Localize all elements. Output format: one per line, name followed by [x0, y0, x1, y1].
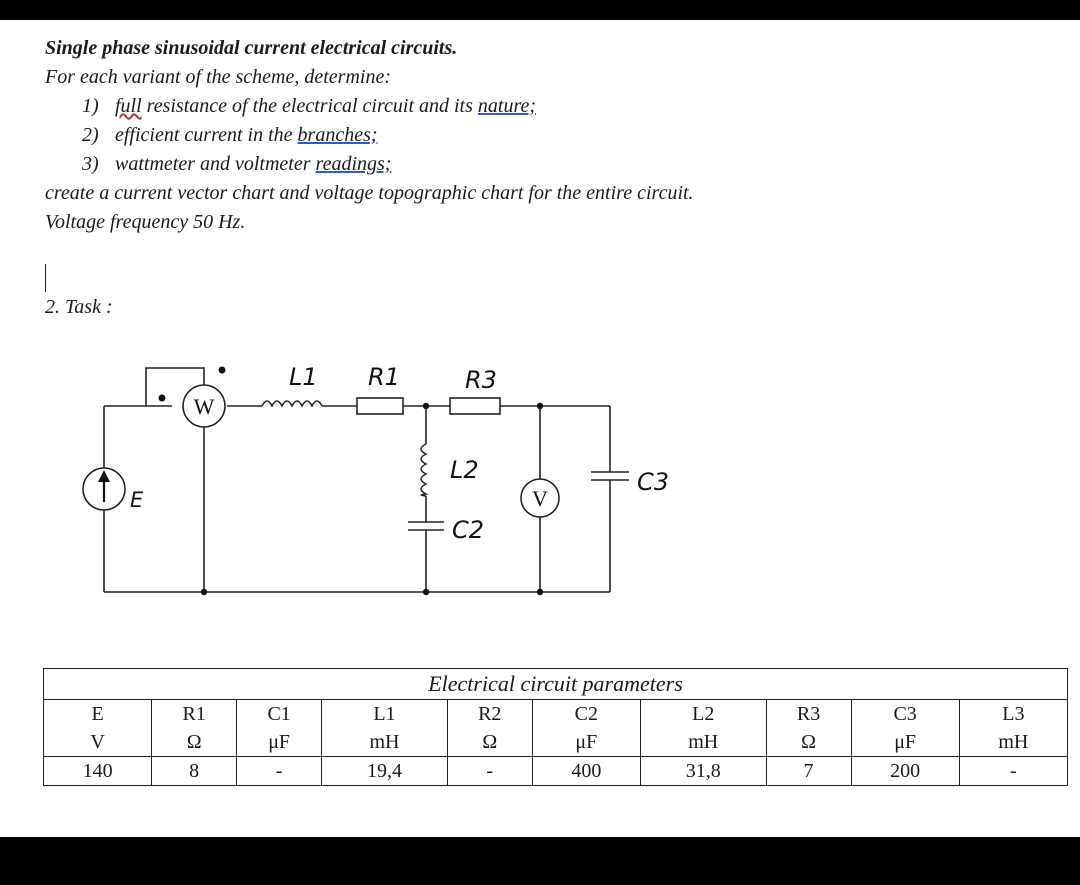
- unit-cell: Ω: [447, 728, 532, 757]
- unit-cell: μF: [851, 728, 959, 757]
- value-cell: 31,8: [640, 757, 766, 786]
- unit-cell: Ω: [152, 728, 237, 757]
- unit-cell: Ω: [766, 728, 851, 757]
- header-cell: C1: [237, 700, 322, 729]
- unit-cell: V: [44, 728, 152, 757]
- capacitor-c2-symbol: [408, 522, 444, 530]
- task-heading: 2. Task :: [45, 296, 113, 318]
- label-l1: L1: [289, 363, 318, 391]
- label-l2: L2: [450, 456, 479, 484]
- lead-line: For each variant of the scheme, determine:: [45, 66, 392, 88]
- header-cell: R1: [152, 700, 237, 729]
- value-cell: 8: [152, 757, 237, 786]
- value-cell: 140: [44, 757, 152, 786]
- unit-cell: mH: [322, 728, 448, 757]
- resistor-r1-symbol: [357, 398, 403, 414]
- unit-cell: μF: [532, 728, 640, 757]
- wattmeter-label: W: [193, 394, 215, 419]
- header-cell: C3: [851, 700, 959, 729]
- junction-dot: [423, 589, 429, 595]
- header-cell: C2: [532, 700, 640, 729]
- inductor-l1-symbol: [262, 401, 322, 406]
- document-title: Single phase sinusoidal current electrical circuits.: [45, 37, 458, 59]
- junction-dot: [201, 589, 207, 595]
- inductor-l2-symbol: [421, 444, 426, 496]
- resistor-r3-symbol: [450, 398, 500, 414]
- voltage-source-symbol: [83, 468, 125, 510]
- parameters-table: [43, 668, 1068, 786]
- header-cell: L3: [959, 700, 1067, 729]
- value-cell: -: [237, 757, 322, 786]
- unit-cell: mH: [640, 728, 766, 757]
- table-units-row: [44, 728, 1068, 757]
- wattmeter-terminal-dot: [219, 367, 226, 374]
- capacitor-c3-symbol: [591, 472, 629, 480]
- value-cell: 200: [851, 757, 959, 786]
- value-cell: 400: [532, 757, 640, 786]
- junction-dot: [423, 403, 429, 409]
- label-c2: C2: [452, 516, 485, 544]
- list-item: 3) wattmeter and voltmeter readings;: [82, 153, 392, 175]
- junction-dot: [537, 589, 543, 595]
- table-values-row: [44, 757, 1068, 786]
- unit-cell: mH: [959, 728, 1067, 757]
- list-item: 2) efficient current in the branches;: [82, 124, 378, 146]
- junction-dot: [537, 403, 543, 409]
- value-cell: -: [959, 757, 1067, 786]
- unit-cell: μF: [237, 728, 322, 757]
- header-cell: L2: [640, 700, 766, 729]
- value-cell: 19,4: [322, 757, 448, 786]
- header-cell: E: [44, 700, 152, 729]
- value-cell: -: [447, 757, 532, 786]
- label-c3: C3: [637, 468, 670, 496]
- label-r1: R1: [368, 363, 400, 391]
- document-page: [0, 20, 1080, 837]
- frequency-line: Voltage frequency 50 Hz.: [45, 211, 246, 233]
- value-cell: 7: [766, 757, 851, 786]
- instruction-line: create a current vector chart and voltage topographic chart for the entire circuit.: [45, 182, 694, 204]
- header-cell: L1: [322, 700, 448, 729]
- wattmeter-terminal-dot: [159, 395, 166, 402]
- header-cell: R2: [447, 700, 532, 729]
- header-cell: R3: [766, 700, 851, 729]
- list-item: 1) full resistance of the electrical circuit and its nature;: [82, 95, 537, 117]
- table-caption: Electrical circuit parameters: [44, 669, 1068, 700]
- source-label-e: E: [130, 488, 144, 512]
- voltmeter-label: V: [532, 486, 548, 511]
- label-r3: R3: [465, 366, 497, 394]
- circuit-diagram: [0, 20, 1080, 660]
- table-header-row: [44, 700, 1068, 729]
